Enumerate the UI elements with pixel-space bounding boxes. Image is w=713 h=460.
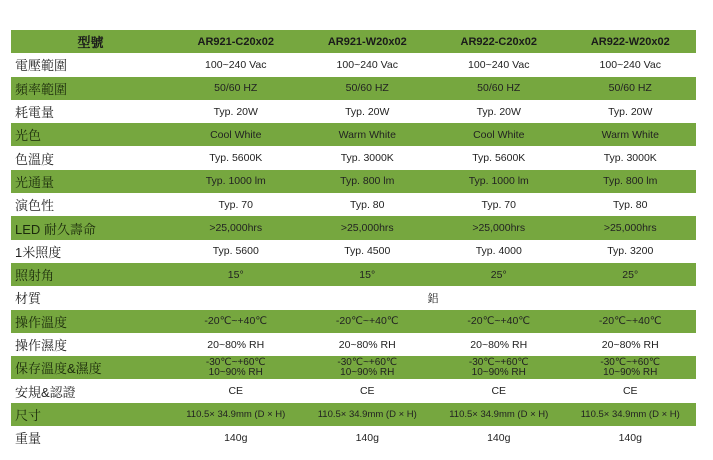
spec-row [11,310,696,333]
header-row [11,30,696,53]
spec-row [11,170,696,193]
row-label: 色溫度 [15,151,55,167]
cell-value: Typ. 1000 lm [468,175,529,188]
cell-value: Warm White [601,128,659,141]
spec-row [11,123,696,146]
cell-value: 140g [224,431,248,444]
row-label: 操作濕度 [15,338,68,353]
cell-value: Typ. 5600 [212,245,259,258]
cell-value: 25° [490,268,507,281]
row-label: 光通量 [15,174,55,190]
row-label: 1米照度 [15,244,62,260]
storage-humidity: 10~90% RH [471,366,526,378]
row-label: 電壓範圍 [15,58,68,74]
spec-row [11,356,696,379]
cell-value: 110.5× 34.9mm (D × H) [186,408,286,420]
storage-temp: -30℃~+60℃ [337,356,398,368]
cell-value: 110.5× 34.9mm (D × H) [449,408,549,420]
spec-row [11,216,696,239]
cell-value: Typ. 800 lm [603,175,658,188]
storage-humidity: 10~90% RH [603,366,658,378]
cell-value: CE [228,385,244,398]
cell-value: 25° [622,268,639,281]
storage-temp: -30℃~+60℃ [468,356,529,368]
spec-row [11,263,696,286]
cell-value: 110.5× 34.9mm (D × H) [580,408,680,420]
row-label: 耗電量 [15,105,55,121]
cell-value: Warm White [338,128,396,141]
spec-sheet [11,30,696,449]
row-label: 重量 [15,431,42,447]
spec-row [11,426,696,449]
cell-value: 140g [355,431,379,444]
spec-row [11,146,696,169]
cell-value: Typ. 3200 [607,245,654,258]
cell-value: 110.5× 34.9mm (D × H) [317,408,417,420]
cell-value: 100~240 Vac [468,58,530,71]
material-value: 鋁 [427,292,439,305]
row-label: 演色性 [15,198,55,214]
cell-value: 50/60 HZ [608,82,652,95]
cell-value: 140g [487,431,511,444]
cell-value: Cool White [473,128,525,141]
storage-humidity: 10~90% RH [208,366,263,378]
cell-value: Typ. 800 lm [340,175,395,188]
row-label: LED 耐久壽命 [15,221,96,237]
cell-value: 20~80% RH [470,338,528,351]
spec-table [11,30,696,449]
cell-value: CE [622,385,638,398]
cell-value: 140g [618,431,642,444]
storage-temp: -30℃~+60℃ [205,356,266,368]
row-label: 頻率範圍 [15,81,68,97]
cell-value: -20℃~+40℃ [204,315,268,328]
row-label: 材質 [15,291,42,307]
storage-humidity: 10~90% RH [340,366,395,378]
cell-value: Typ. 3000K [603,152,657,165]
cell-value: >25,000hrs [472,222,526,235]
cell-value: 50/60 HZ [214,82,258,95]
cell-value: Typ. 3000K [340,152,394,165]
cell-value: >25,000hrs [209,222,263,235]
cell-value: 50/60 HZ [345,82,389,95]
spec-row [11,53,696,76]
cell-value: -20℃~+40℃ [335,315,399,328]
cell-value: Typ. 4000 [475,245,522,258]
cell-value: 20~80% RH [207,338,265,351]
cell-value: -20℃~+40℃ [598,315,662,328]
row-label: 尺寸 [15,407,42,423]
cell-value: >25,000hrs [603,222,657,235]
spec-row [11,333,696,356]
model-header: AR921-W20x02 [327,35,407,48]
row-label: 照射角 [15,268,55,284]
cell-value: 15° [227,268,244,281]
cell-value: Typ. 5600K [472,152,526,165]
cell-value [565,356,697,379]
cell-value: Typ. 20W [213,105,258,118]
cell-value: 20~80% RH [338,338,396,351]
cell-value: 100~240 Vac [599,58,661,71]
cell-value: Cool White [210,128,262,141]
spec-row [11,379,696,402]
spec-row [11,193,696,216]
row-label: 保存溫度&濕度 [15,361,102,377]
row-label: 安規&認證 [15,384,76,400]
spec-row [11,403,696,426]
cell-value: Typ. 1000 lm [205,175,266,188]
cell-value: -20℃~+40℃ [467,315,531,328]
cell-value: Typ. 20W [476,105,521,118]
spec-row [11,77,696,100]
cell-value: Typ. 5600K [209,152,263,165]
spec-row [11,240,696,263]
cell-value: Typ. 4500 [344,245,391,258]
cell-value: 100~240 Vac [205,58,267,71]
cell-value: >25,000hrs [340,222,394,235]
spec-row [11,100,696,123]
cell-value: Typ. 80 [350,198,385,211]
model-header: AR921-C20x02 [197,35,274,48]
cell-value: Typ. 20W [608,105,653,118]
storage-temp: -30℃~+60℃ [600,356,661,368]
cell-value: 20~80% RH [601,338,659,351]
model-header: AR922-W20x02 [590,35,670,48]
header-model-label: 型號 [77,35,104,51]
cell-value [302,356,434,379]
row-label: 操作溫度 [15,314,68,330]
model-header: AR922-C20x02 [460,35,537,48]
cell-value: Typ. 70 [218,198,253,211]
cell-value [433,356,565,379]
cell-value: CE [491,385,507,398]
cell-value: Typ. 70 [481,198,516,211]
cell-value: Typ. 80 [613,198,648,211]
cell-value: 15° [359,268,376,281]
cell-value [170,356,302,379]
spec-row [11,286,696,309]
cell-value: 100~240 Vac [336,58,398,71]
cell-value: 50/60 HZ [477,82,521,95]
cell-value: CE [359,385,375,398]
row-label: 光色 [15,128,42,144]
cell-value: Typ. 20W [345,105,390,118]
